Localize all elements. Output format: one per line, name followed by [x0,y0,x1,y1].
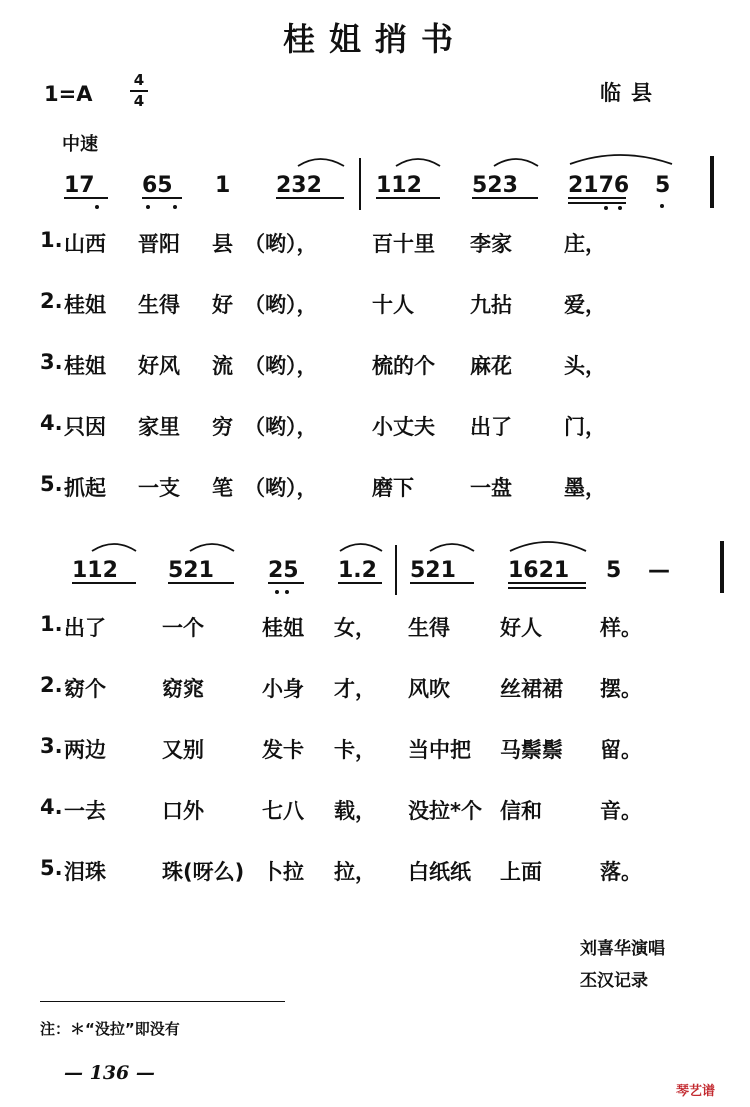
note-group: 521 [168,558,214,583]
lyric-cell: 口外 [162,799,204,823]
lyric-cell: 又别 [162,738,204,762]
watermark-logo: 琴艺谱 [676,1084,716,1099]
lyric-cell: 桂姐 [64,293,106,317]
lyric-cell: 好风 [138,354,180,378]
lyric-cell: 抓起 [64,476,106,500]
verse-number: 5. [40,472,63,496]
singer-credit: 刘喜华演唱 [580,939,665,959]
lyric-cell: 百十里 [372,232,435,256]
lyric-cell: 马鬃鬃 [500,738,563,762]
lyric-cell: 女， [334,616,376,640]
lyric-cell: 晋阳 [138,232,180,256]
page-number: — 136 — [64,1062,155,1084]
lyric-cell: 没拉*个 [408,799,482,823]
lyric-cell: 小丈夫 [372,415,435,439]
footnote-divider [40,1001,285,1002]
lyric-cell: 出了 [470,415,512,439]
lyric-cell: 生得 [138,293,180,317]
lyric-cell: 一盘 [470,476,512,500]
time-signature [130,72,148,110]
lyric-cell: 九拈 [470,293,512,317]
lyric-cell: 墨， [564,476,606,500]
verse-number: 5. [40,856,63,880]
lyric-cell: 好人 [500,616,542,640]
region-label: 临县 [600,81,662,105]
note-group: 1621 [508,558,570,583]
note-group: 5 [655,173,671,198]
lyric-cell: 门， [564,415,606,439]
lyric-cell: 十人 [372,293,414,317]
lyric-cell: （哟）， [244,476,318,500]
time-signature-top: 4 [133,71,145,89]
lyric-cell: 爱， [564,293,606,317]
lyric-cell: 李家 [470,232,512,256]
lyric-cell: 两边 [64,738,106,762]
lyric-cell: 珠(呀么) [162,860,245,884]
lyric-cell: 流 [212,354,233,378]
tempo-marking: 中速 [62,134,98,155]
lyric-cell: 庄， [564,232,606,256]
lyric-cell: 穷 [212,415,233,439]
lyric-cell: 白纸纸 [408,860,471,884]
lyric-cell: 信和 [500,799,542,823]
verse-number: 3. [40,734,63,758]
lyric-cell: （哟）， [244,293,318,317]
note-group: 25 [268,558,299,583]
staff-2 [0,535,750,595]
lyric-cell: 七八 [262,799,304,823]
verse-number: 4. [40,795,63,819]
note-group: 232 [276,173,322,198]
lyric-cell: （哟）， [244,232,318,256]
note-group: 112 [72,558,118,583]
page-title: 桂姐捎书 [282,20,467,58]
lyric-cell: 一个 [162,616,204,640]
lyric-cell: （哟）， [244,415,318,439]
lyric-cell: 拉， [334,860,376,884]
lyric-cell: 梳的个 [372,354,435,378]
lyric-cell: 样。 [600,616,642,640]
lyric-cell: 桂姐 [262,616,304,640]
lyric-cell: 生得 [408,616,450,640]
recorder-credit: 丕汉记录 [580,971,648,991]
verse-number: 1. [40,612,63,636]
footnote: 注：＊“没拉”即没有 [40,1020,180,1038]
lyric-cell: 卜拉 [262,860,304,884]
lyric-cell: 一去 [64,799,106,823]
note-group: — [648,558,670,583]
lyric-cell: 发卡 [262,738,304,762]
lyric-cell: 麻花 [470,354,512,378]
note-group: 112 [376,173,422,198]
time-signature-bottom: 4 [133,92,145,110]
lyric-cell: 留。 [600,738,642,762]
staff-1 [0,150,750,210]
lyric-cell: 磨下 [372,476,414,500]
lyric-cell: 山西 [64,232,106,256]
lyric-cell: 当中把 [408,738,471,762]
lyric-cell: 县 [212,232,233,256]
lyric-cell: 上面 [500,860,542,884]
lyric-cell: （哟）， [244,354,318,378]
lyric-cell: 小身 [262,677,304,701]
verse-number: 2. [40,673,63,697]
lyric-cell: 桂姐 [64,354,106,378]
note-group: 1 [215,173,231,198]
note-group: 1.2 [338,558,377,583]
lyric-cell: 泪珠 [64,860,106,884]
verse-number: 1. [40,228,63,252]
lyric-cell: 落。 [600,860,642,884]
lyric-cell: 头， [564,354,606,378]
lyric-cell: 窈窕 [162,677,204,701]
note-group: 523 [472,173,518,198]
note-group: 2176 [568,173,630,198]
note-group: 65 [142,173,173,198]
lyric-cell: 卡， [334,738,376,762]
lyric-cell: 家里 [138,415,180,439]
lyric-cell: 出了 [64,616,106,640]
lyric-cell: 风吹 [408,677,450,701]
lyric-cell: 摆。 [600,677,642,701]
lyric-cell: 载， [334,799,376,823]
lyric-cell: 才， [334,677,376,701]
lyric-cell: 窈个 [64,677,106,701]
note-group: 5 [606,558,622,583]
lyric-cell: 一支 [138,476,180,500]
lyric-cell: 音。 [600,799,642,823]
verse-number: 3. [40,350,63,374]
lyric-cell: 只因 [64,415,106,439]
lyric-cell: 丝裙裙 [500,677,563,701]
key-signature: 1=A [44,82,93,106]
note-group: 17 [64,173,95,198]
note-group: 521 [410,558,456,583]
verse-number: 2. [40,289,63,313]
lyric-cell: 笔 [212,476,233,500]
verse-number: 4. [40,411,63,435]
lyric-cell: 好 [212,293,233,317]
